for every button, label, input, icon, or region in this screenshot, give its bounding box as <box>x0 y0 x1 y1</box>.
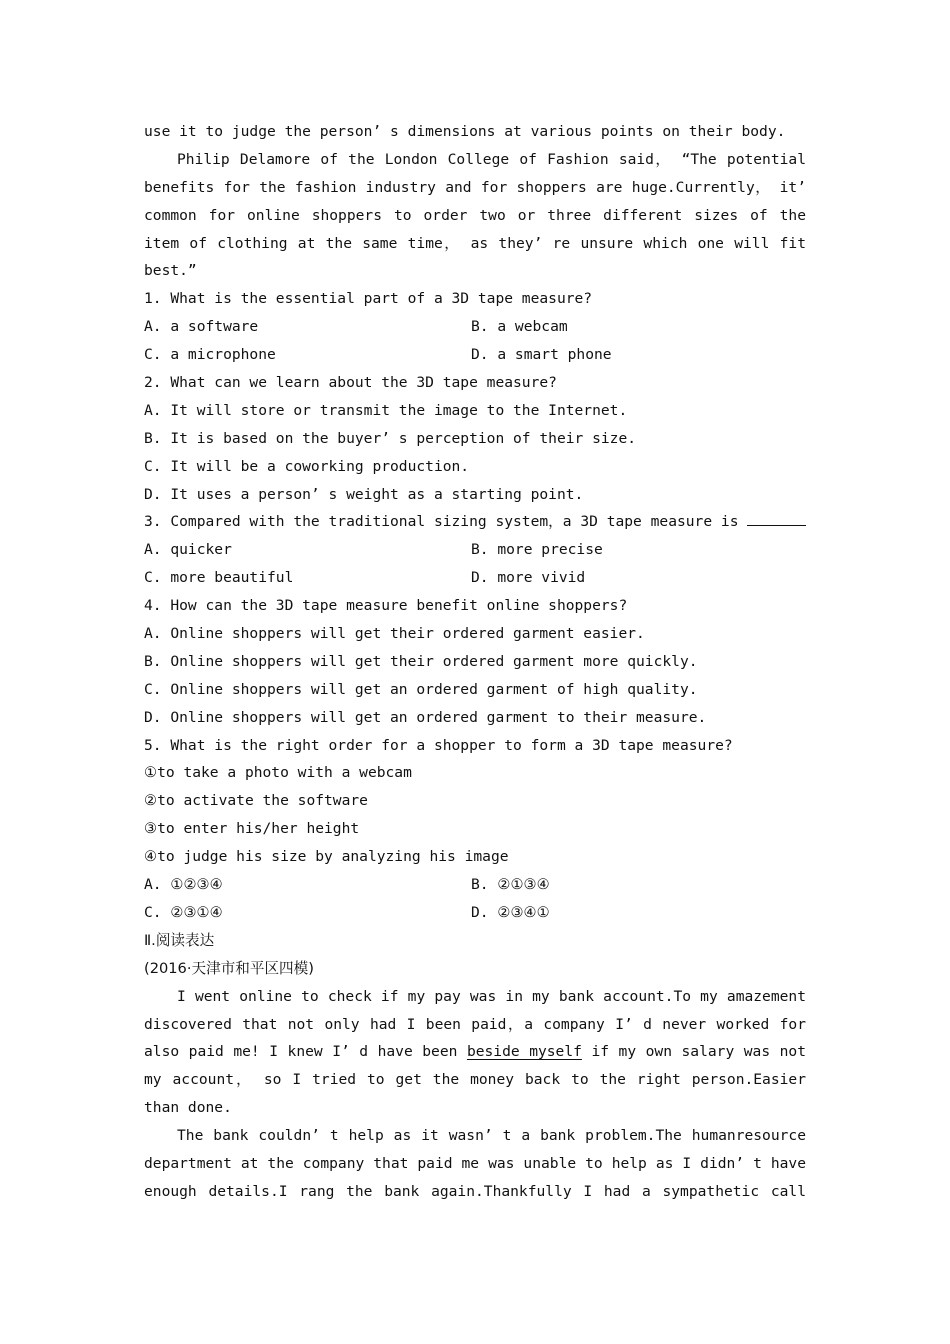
question-2-option-a: A. It will store or transmit the image to the Internet. <box>144 401 628 419</box>
question-3-options-row-2 <box>144 564 806 592</box>
question-5-option-d: D. ②③④① <box>471 903 550 921</box>
question-4-stem: 4. How can the 3D tape measure benefit online shoppers? <box>144 597 628 615</box>
question-3-option-a: A. quicker <box>144 541 232 559</box>
question-5-option-c: C. ②③①④ <box>144 903 223 921</box>
passage2-line-5: than done. <box>144 1099 232 1117</box>
passage2-line-1: I went online to check if my pay was in my bank account.To my amazement <box>177 987 806 1005</box>
passage2-line-3 <box>144 1038 806 1066</box>
question-1-option-b: B. a webcam <box>471 318 568 336</box>
question-5-option-b: B. ②①③④ <box>471 876 550 894</box>
question-5-step-3: ③to enter his/her height <box>144 820 360 838</box>
passage2-line-8: enough details.I rang the bank again.Thankfully I had a sympathetic call <box>144 1182 806 1200</box>
question-3-option-b: B. more precise <box>471 541 603 559</box>
question-2-option-d: D. It uses a person’ s weight as a starting point. <box>144 485 584 503</box>
question-3-options-row-1 <box>144 536 806 564</box>
question-5-stem: 5. What is the right order for a shopper to form a 3D tape measure? <box>144 736 733 754</box>
question-1-options-row-2 <box>144 341 806 369</box>
section-2-title: Ⅱ.阅读表达 <box>144 931 215 949</box>
question-3-option-d: D. more vivid <box>471 569 586 587</box>
question-1-stem: 1. What is the essential part of a 3D tape measure? <box>144 290 593 308</box>
question-5-step-2: ②to activate the software <box>144 792 368 810</box>
question-1-options-row-1 <box>144 313 806 341</box>
passage2-line-2: discovered that not only had I been paid，a company I’ d never worked for <box>144 1015 806 1033</box>
section-2-source: (2016·天津市和平区四模) <box>144 959 314 977</box>
answer-blank <box>747 511 806 526</box>
passage1-line-2: Philip Delamore of the London College of Fashion said， “The potential <box>177 150 806 168</box>
question-3-option-c: C. more beautiful <box>144 569 294 587</box>
passage2-line-3-post: if my own salary was not <box>591 1043 806 1061</box>
question-2-option-b: B. It is based on the buyer’ s perception of their size. <box>144 429 637 447</box>
question-3-stem: 3. Compared with the traditional sizing system，a 3D tape measure is <box>144 513 748 531</box>
question-1-option-c: C. a microphone <box>144 346 276 364</box>
passage1-line-6: best.” <box>144 262 197 280</box>
question-4-option-a: A. Online shoppers will get their ordered garment easier. <box>144 625 645 643</box>
question-2-stem: 2. What can we learn about the 3D tape measure? <box>144 374 557 392</box>
question-5-options-row-2 <box>144 899 806 927</box>
passage2-line-4: my account， so I tried to get the money back to the right person.Easier <box>144 1071 806 1089</box>
question-4-option-c: C. Online shoppers will get an ordered garment of high quality. <box>144 680 698 698</box>
question-1-option-d: D. a smart phone <box>471 346 612 364</box>
passage2-line-6: The bank couldn’ t help as it wasn’ t a bank problem.The humanresource <box>177 1127 806 1145</box>
question-2-option-c: C. It will be a coworking production. <box>144 457 470 475</box>
passage1-line-3: benefits for the fashion industry and for shoppers are huge.Currently， it’ <box>144 178 806 196</box>
passage1-line-5: item of clothing at the same time， as they’ re unsure which one will fit <box>144 234 806 252</box>
question-4-option-d: D. Online shoppers will get an ordered garment to their measure. <box>144 708 707 726</box>
question-3-stem-line <box>144 508 806 536</box>
passage1-line-4: common for online shoppers to order two or three different sizes of the <box>144 206 806 224</box>
question-5-step-1: ①to take a photo with a webcam <box>144 764 412 782</box>
document-page <box>144 118 806 1206</box>
question-5-step-4: ④to judge his size by analyzing his image <box>144 848 509 866</box>
passage1-line-1: use it to judge the person’ s dimensions at various points on their body. <box>144 123 786 140</box>
question-5-option-a: A. ①②③④ <box>144 876 223 894</box>
question-4-option-b: B. Online shoppers will get their ordered garment more quickly. <box>144 652 698 670</box>
passage2-line-3-pre: also paid me! I knew I’ d have been <box>144 1043 467 1061</box>
passage2-line-7: department at the company that paid me was unable to help as I didn’ t have <box>144 1154 806 1172</box>
underlined-phrase: beside myself <box>466 1043 582 1061</box>
question-1-option-a: A. a software <box>144 318 259 336</box>
question-5-options-row-1 <box>144 871 806 899</box>
